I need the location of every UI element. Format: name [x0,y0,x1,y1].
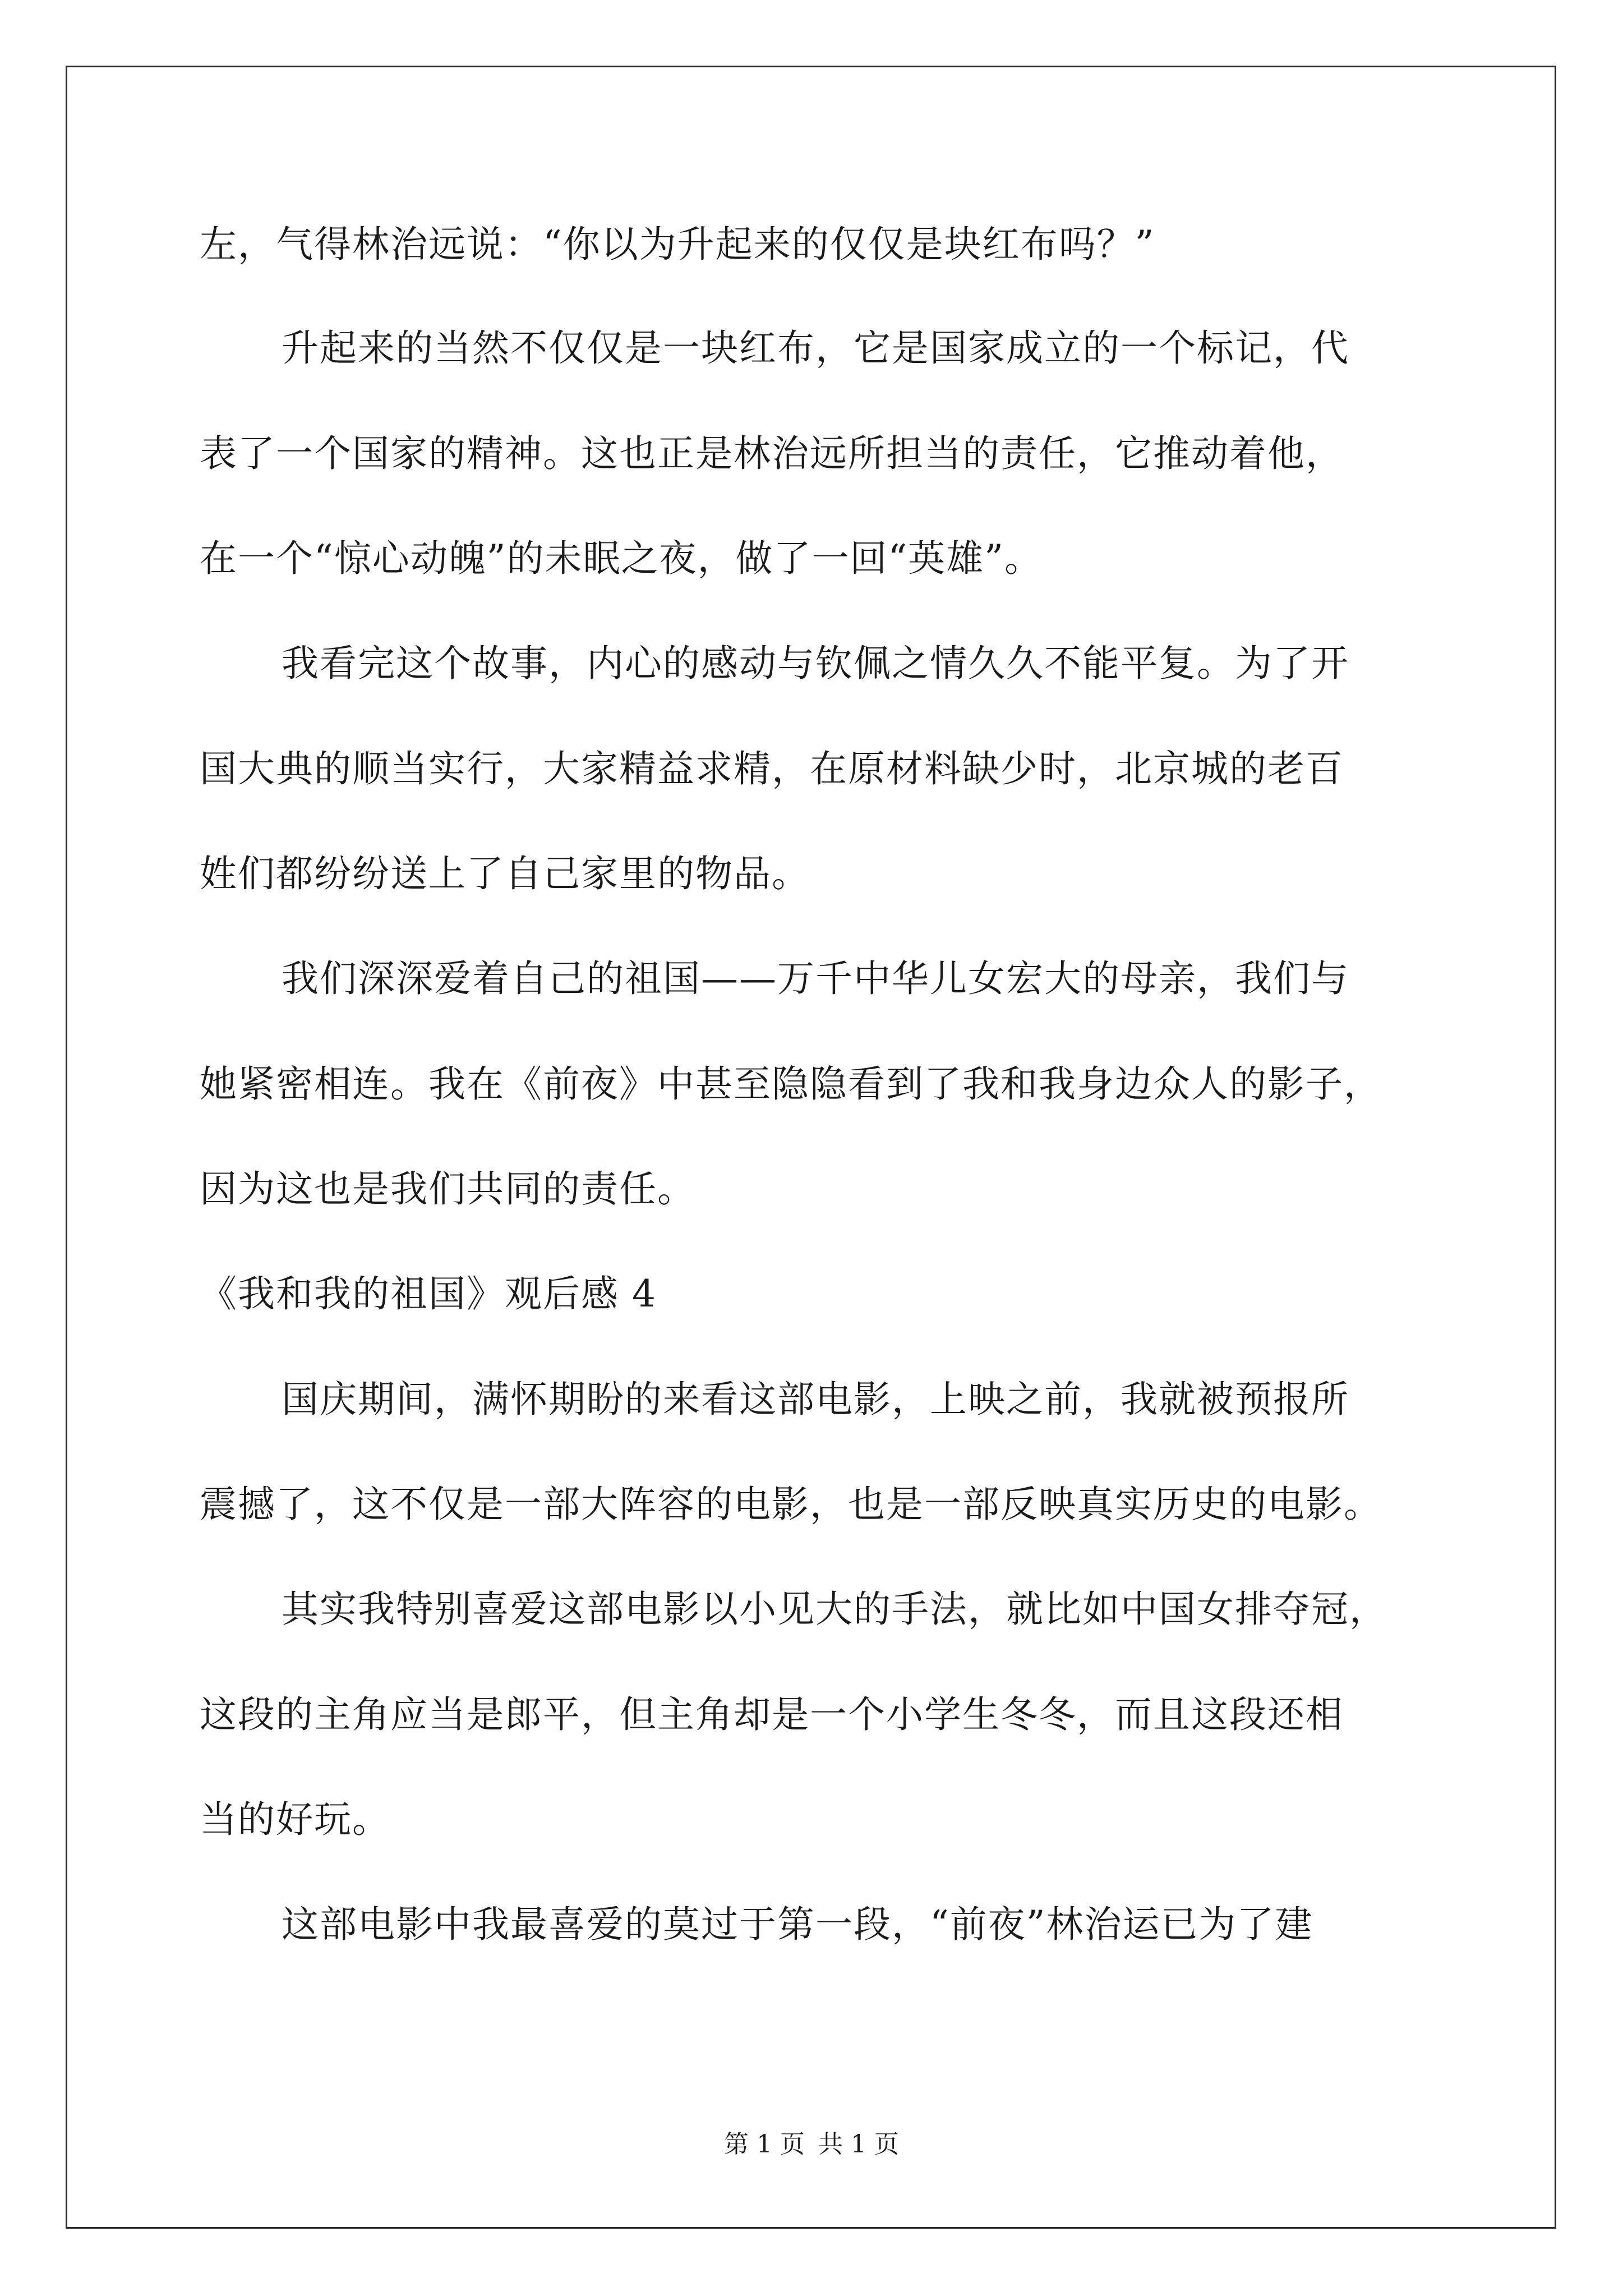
page-number: 第 1 页 [724,2130,805,2159]
paragraph-start: 这部电影中我最喜爱的莫过于第一段，“前夜”林治运已为了建 [282,1903,1313,1946]
text-line: 震撼了，这不仅是一部大阵容的电影，也是一部反映真实历史的电影。 [200,1483,1382,1526]
paragraph-start: 国庆期间，满怀期盼的来看这部电影，上映之前，我就被预报所 [282,1378,1349,1421]
paragraph-start: 我们深深爱着自己的祖国——万千中华儿女宏大的母亲，我们与 [282,957,1349,1000]
text-line: 在一个“惊心动魄”的未眠之夜，做了一回“英雄”。 [200,537,1043,580]
text-line: 她紧密相连。我在《前夜》中甚至隐隐看到了我和我身边众人的影子， [200,1062,1382,1106]
page-footer [0,2129,1623,2160]
text-line: 因为这也是我们共同的责任。 [200,1167,695,1211]
text-line-1: 左，气得林治远说：“你以为升起来的仅仅是块红布吗？” [200,223,1155,266]
page-total: 共 1 页 [818,2130,899,2159]
text-line: 表了一个国家的精神。这也正是林治远所担当的责任，它推动着他， [200,432,1344,475]
text-line: 国大典的顺当实行，大家精益求精，在原材料缺少时，北京城的老百 [200,747,1344,790]
section-heading: 《我和我的祖国》观后感 4 [200,1272,657,1315]
text-line: 这段的主角应当是郎平，但主角却是一个小学生冬冬，而且这段还相 [200,1693,1344,1736]
paragraph-start: 我看完这个故事，内心的感动与钦佩之情久久不能平复。为了开 [282,642,1349,685]
paragraph-start: 升起来的当然不仅仅是一块红布，它是国家成立的一个标记，代 [282,326,1349,370]
paragraph-start: 其实我特别喜爱这部电影以小见大的手法，就比如中国女排夺冠， [282,1588,1387,1631]
text-line: 当的好玩。 [200,1798,390,1841]
text-line: 姓们都纷纷送上了自己家里的物品。 [200,852,810,895]
